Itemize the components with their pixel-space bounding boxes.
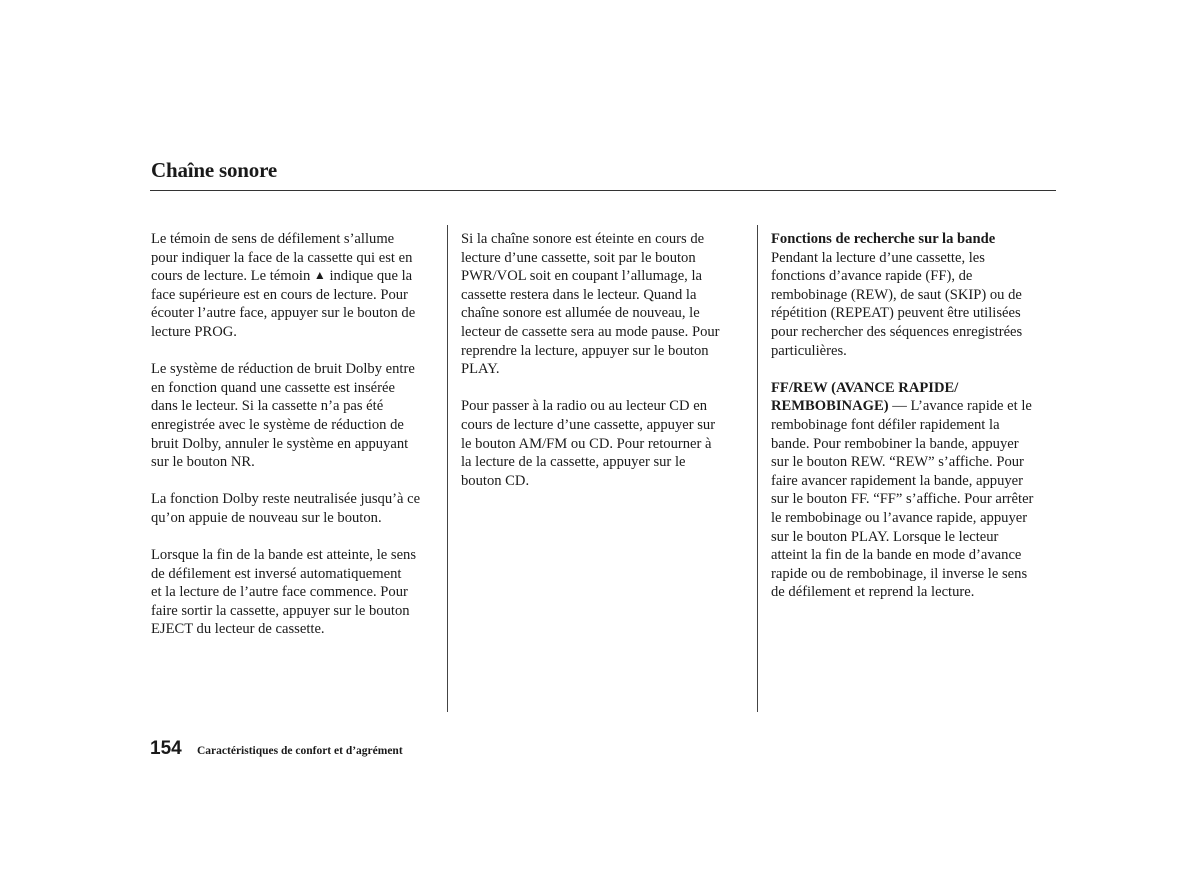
column-3 [771,230,1061,620]
paragraph-dolby: Le système de réduction de bruit Dolby entre en fonction quand une cassette est insérée dans le lecteur. Si la cassette n’a pas été enregistrée avec le système de réduction de bruit Dolby, annuler le système en appuyant sur le bouton NR. [151,361,415,471]
paragraph-power-off: Si la chaîne sonore est éteinte en cours de lecture d’une cassette, soit par le bouton PWR/VOL soit en coupant l’allumage, la cassette restera dans le lecteur. Quand la chaîne sonore est allumée de nouveau, le lecteur de cassette sera au mode pause. Pour reprendre la lecture, appuyer sur le bouton PLAY. [461,231,720,378]
paragraph-dolby-off: La fonction Dolby reste neutralisée jusqu’à ce qu’on appuie de nouveau sur le bouton. [151,491,421,526]
footer-section-title: Caractéristiques de confort et d’agrément [197,745,403,757]
page-number: 154 [150,738,182,759]
section-ff-rew [771,379,1061,602]
paragraph-text: Le témoin de sens de défilement s’allume pour indiquer la face de la cassette qui est en cours de lecture. Le témoin [151,231,413,285]
paragraph-text: Pendant la lecture d’une cassette, les fonctions d’avance rapide (FF), de rembobinage (REW), de saut (SKIP) ou de répétition (REPEAT) peuvent être utilisées pour rechercher des séquences enregistrées particulières. [771,249,1023,359]
paragraph-direction-indicator [151,230,441,342]
paragraph-switch-source: Pour passer à la radio ou au lecteur CD en cours de lecture d’une cassette, appuyer sur le bouton AM/FM ou CD. Pour retourner à la lecture de la cassette, appuyer sur le bouton CD. [461,398,716,489]
column-divider-2 [757,225,758,712]
column-2 [461,230,751,509]
column-1 [151,230,441,658]
section-tape-search [771,230,1061,360]
section-heading: Fonctions de recherche sur la bande [771,231,996,247]
column-divider-1 [447,225,448,712]
section-heading: FF/REW (AVANCE RAPIDE/ REMBOBINAGE) [771,379,959,415]
paragraph-tape-end: Lorsque la fin de la bande est atteinte, le sens de défilement est inversé automatiquement et la lecture de l’autre face commence. Pour faire sortir la cassette, appuyer sur le bouton EJECT du lecteur de cassette. [151,547,417,638]
paragraph-text: indique que la face supérieure est en cours de lecture. Pour écouter l’autre face, appuyer sur le bouton de lecture PROG. [151,268,416,340]
paragraph-text: — L’avance rapide et le rembobinage font défiler rapidement la bande. Pour rembobiner la bande, appuyer sur le bouton REW. “REW” s’affiche. Pour faire avancer rapidement la bande, appuyer sur le bouton FF. “FF” s’affiche. Pour arrêter le rembobinage ou l’avance rapide, appuyer sur le bouton PLAY. Lorsque le lecteur atteint la fin de la bande en mode d’avance rapide ou de rembobinage, il inverse le sens de défilement et reprend la lecture. [771,398,1034,601]
title-rule [150,190,1056,191]
up-triangle-icon: ▲ [313,268,326,283]
page-title: Chaîne sonore [151,158,277,182]
